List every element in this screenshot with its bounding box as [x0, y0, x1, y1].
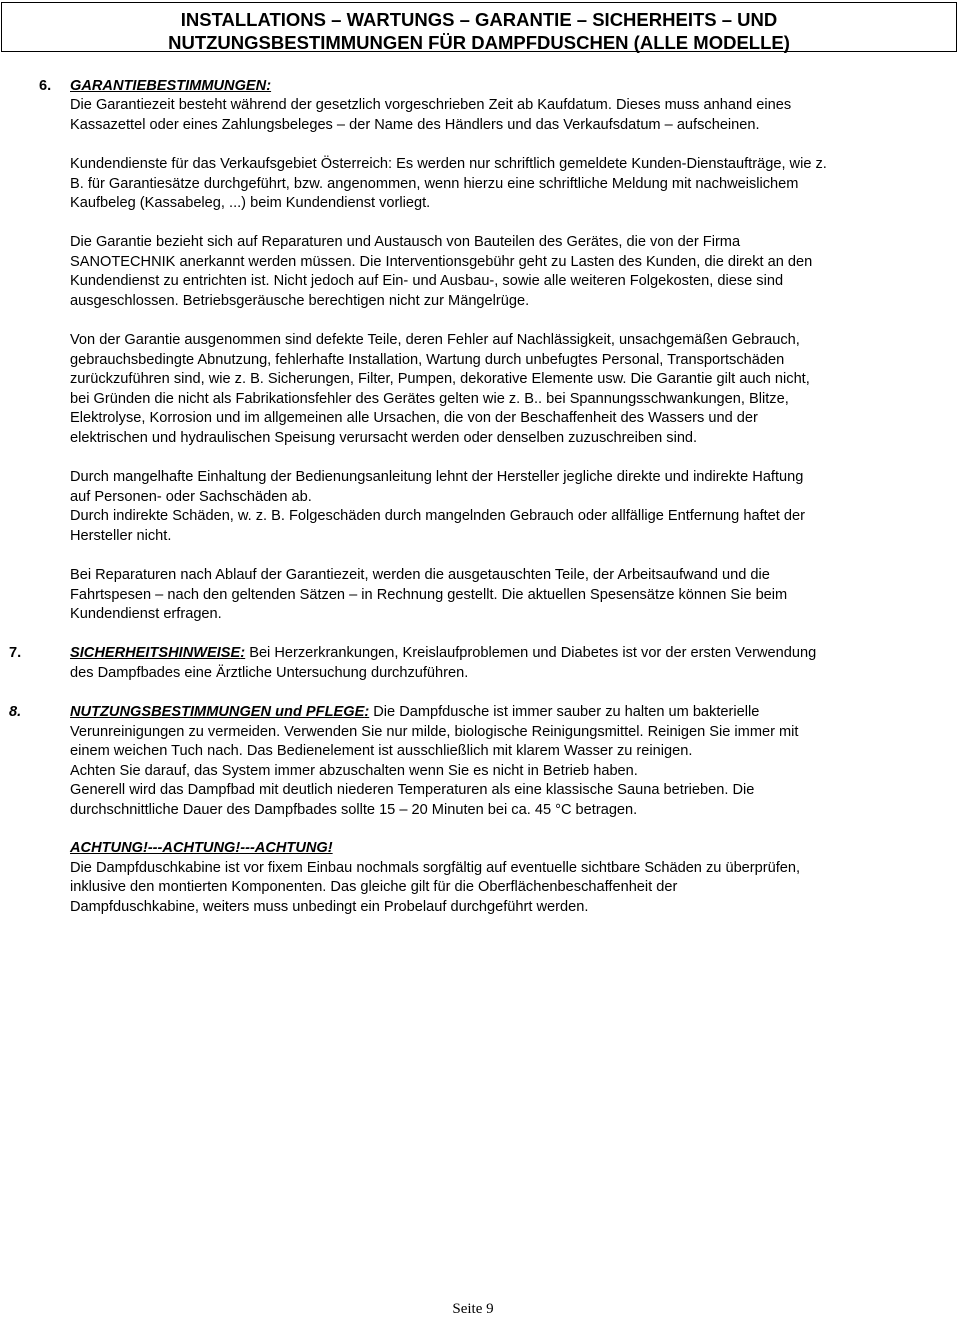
text-line: Die Dampfduschkabine ist vor fixem Einbau nochmals sorgfältig auf eventuelle sichtbare Schäden zu überprüfen,: [70, 859, 801, 876]
warning-heading: ACHTUNG!---ACHTUNG!---ACHTUNG!: [70, 840, 333, 856]
text-line: Durch indirekte Schäden, w. z. B. Folgeschäden durch mangelnden Gebrauch oder allfällige Entfernung haftet der: [70, 508, 806, 524]
section-heading: SICHERHEITSHINWEISE: [70, 645, 241, 661]
text-line: Kundendienste für das Verkaufsgebiet Österreich: Es werden nur schriftlich gemeldete Kunden-Dienstaufträge, wie z.: [70, 156, 827, 172]
text-line: Kassazettel oder eines Zahlungsbeleges – der Name des Händlers und das Verkaufsdatum – aufscheinen.: [70, 116, 760, 133]
document-title: [2, 3, 956, 54]
paragraph: [70, 96, 948, 135]
text-line: Die Garantiezeit besteht während der gesetzlich vorgeschrieben Zeit ab Kaufdatum. Dieses muss anhand eines: [70, 97, 792, 113]
text-line: Verunreinigungen zu vermeiden. Verwenden Sie nur milde, biologische Reinigungsmittel. Reinigen Sie immer mit: [70, 723, 799, 740]
text-line: zurückzuführen sind, wie z. B. Sicherungen, Filter, Pumpen, dekorative Elemente usw. Die Garantie gilt auch nicht,: [70, 371, 810, 387]
text-line: [70, 644, 948, 664]
text-line: Kundendienst zu entrichten ist. Nicht jedoch auf Ein- und Ausbau-, sowie alle weiteren Folgekosten, diese sind: [70, 273, 784, 289]
text-line: [70, 703, 948, 723]
paragraph: [70, 703, 948, 820]
text-line: Elektrolyse, Korrosion und im allgemeinen alle Ursachen, die von der Beschaffenheit des Wassers und der: [70, 410, 758, 426]
title-line-1: INSTALLATIONS – WARTUNGS – GARANTIE – SICHERHEITS – UND: [180, 9, 778, 30]
page-number: Seite 9: [452, 1301, 494, 1317]
paragraph: [70, 331, 948, 448]
text-fragment: Die Dampfdusche ist immer sauber zu halten um bakterielle: [369, 704, 760, 720]
text-line: Hersteller nicht.: [70, 527, 172, 544]
text-line: Fahrtspesen – nach den geltenden Sätzen – in Rechnung gestellt. Die aktuellen Spesensätze können Sie beim: [70, 586, 788, 603]
text-line: SANOTECHNIK anerkannt werden müssen. Die Interventionsgebühr geht zu Lasten des Kunden, die direkt an den: [70, 253, 813, 270]
text-line: Von der Garantie ausgenommen sind defekte Teile, deren Fehler auf Nachlässigkeit, unsachgemäßen Gebrauch,: [70, 332, 800, 348]
title-line-2: NUTZUNGSBESTIMMUNGEN FÜR DAMPFDUSCHEN (ALLE MODELLE): [168, 32, 790, 53]
text-line: bei Gründen die nicht als Fabrikationsfehler des Gerätes gelten wie z. B.. bei Spannungsschwankungen, Blitze,: [70, 390, 789, 407]
text-line: ausgeschlossen. Betriebsgeräusche berechtigen nicht zur Mängelrüge.: [70, 292, 530, 309]
text-line: inklusive den montierten Komponenten. Das gleiche gilt für die Oberflächenbeschaffenheit der: [70, 879, 678, 895]
text-line: durchschnittliche Dauer des Dampfbades sollte 15 – 20 Minuten bei ca. 45 °C betragen.: [70, 801, 638, 818]
section-number: 6.: [39, 78, 52, 94]
warning-block: [70, 839, 948, 917]
text-line: des Dampfbades eine Ärztliche Untersuchung durchzuführen.: [70, 664, 469, 681]
paragraph: [70, 468, 948, 546]
section-number: 8.: [9, 704, 22, 720]
heading-colon: :: [364, 704, 370, 720]
text-line: Bei Reparaturen nach Ablauf der Garantiezeit, werden die ausgetauschten Teile, der Arbeitsaufwand und die: [70, 567, 770, 583]
text-fragment: Bei Herzerkrankungen, Kreislaufproblemen und Diabetes ist vor der ersten Verwendung: [245, 645, 817, 661]
text-line: Dampfduschkabine, weiters muss unbedingt ein Probelauf durchgeführt werden.: [70, 898, 589, 915]
text-line: Die Garantie bezieht sich auf Reparaturen und Austausch von Bauteilen des Gerätes, die von der Firma: [70, 234, 741, 250]
paragraph: [70, 566, 948, 625]
text-line: einem weichen Tuch nach. Das Bedienelement ist ausschließlich mit klarem Wasser zu reinigen.: [70, 743, 693, 759]
section-heading: GARANTIEBESTIMMUNGEN:: [70, 78, 272, 94]
paragraph: [70, 644, 948, 683]
text-line: Achten Sie darauf, das System immer abzuschalten wenn Sie es nicht in Betrieb haben.: [70, 762, 638, 779]
text-line: Generell wird das Dampfbad mit deutlich niederen Temperaturen als eine klassische Sauna betrieben. Die: [70, 782, 755, 798]
text-line: Kundendienst erfragen.: [70, 606, 222, 622]
text-line: Durch mangelhafte Einhaltung der Bedienungsanleitung lehnt der Hersteller jegliche direkte und indirekte Haftung: [70, 469, 804, 485]
paragraph: [70, 155, 948, 214]
heading-colon: :: [240, 645, 246, 661]
paragraph: [70, 233, 948, 311]
document-header: [1, 2, 957, 52]
text-line: gebrauchsbedingte Abnutzung, fehlerhafte Installation, Wartung durch unbefugtes Personal, Transportschäden: [70, 351, 785, 368]
section-number: 7.: [9, 645, 22, 661]
text-line: auf Personen- oder Sachschäden ab.: [70, 488, 312, 505]
text-line: elektrischen und hydraulischen Speisung verursacht werden oder denselben zuzuschreiben sind.: [70, 429, 698, 446]
text-line: B. für Garantiesätze durchgeführt, bzw. angenommen, wenn hierzu eine schriftliche Meldung mit nachweislichem: [70, 175, 799, 192]
text-line: Kaufbeleg (Kassabeleg, ...) beim Kundendienst vorliegt.: [70, 195, 431, 211]
section-heading: NUTZUNGSBESTIMMUNGEN und PFLEGE: [70, 704, 365, 720]
